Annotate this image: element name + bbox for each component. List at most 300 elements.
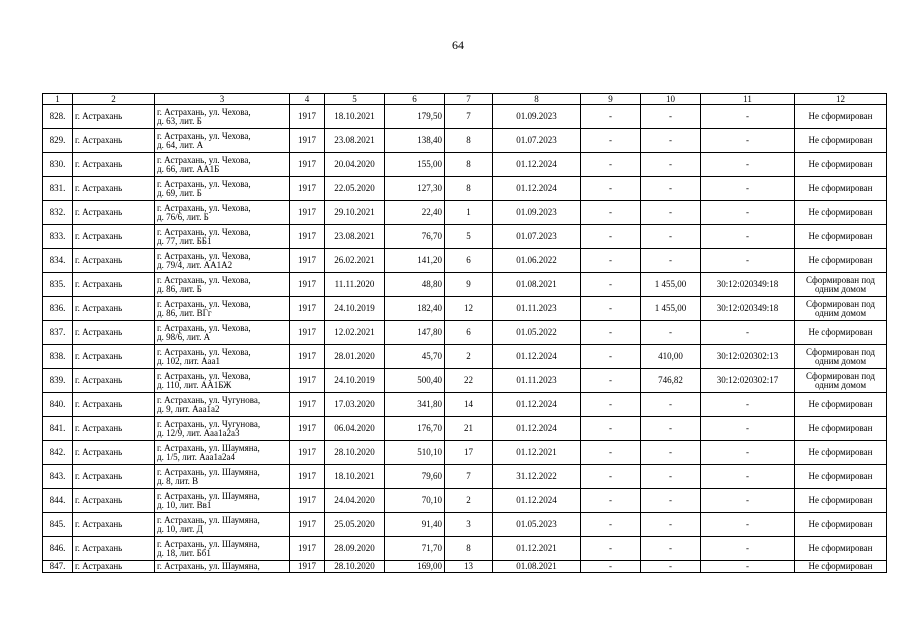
address-cell [155,393,290,417]
table-row [43,153,887,177]
year-cell: 1917 [290,345,325,369]
table-row [43,465,887,489]
year-cell: 1917 [290,417,325,441]
address-line-1: г. Астрахань, ул. Чугунова, [157,418,261,429]
year-cell: 1917 [290,465,325,489]
table-row [43,513,887,537]
col10-cell: - [641,225,701,249]
city-cell: г. Астрахань [73,393,155,417]
status-cell: Не сформирован [795,201,887,225]
count-cell: 6 [445,321,493,345]
address-line-1: г. Астрахань, ул. Шаумяна, [157,561,260,571]
status-cell: Не сформирован [795,465,887,489]
col10-cell: - [641,417,701,441]
row-number: 832. [43,201,73,225]
date-cell: 28.01.2020 [325,345,385,369]
address-line-2: д. 9, лит. Ааа1а2 [157,403,220,414]
deadline-cell: 01.12.2021 [493,441,581,465]
address-line-1: г. Астрахань, ул. Чехова, [157,274,251,285]
table-row [43,129,887,153]
count-cell: 14 [445,393,493,417]
address-line-1: г. Астрахань, ул. Чехова, [157,226,251,237]
cadastral-cell: - [701,249,795,273]
date-cell: 23.08.2021 [325,225,385,249]
col9-cell: - [581,273,641,297]
year-cell: 1917 [290,489,325,513]
address-line-1: г. Астрахань, ул. Чехова, [157,130,251,141]
address-line-1: г. Астрахань, ул. Чехова, [157,202,251,213]
deadline-cell: 01.12.2021 [493,537,581,561]
city-cell: г. Астрахань [73,441,155,465]
cadastral-cell: - [701,417,795,441]
city-cell: г. Астрахань [73,201,155,225]
row-number: 839. [43,369,73,393]
col-header-11: 11 [701,94,795,105]
row-number: 844. [43,489,73,513]
year-cell: 1917 [290,153,325,177]
col10-cell: 410,00 [641,345,701,369]
col9-cell: - [581,513,641,537]
cadastral-cell: 30:12:020302:17 [701,369,795,393]
address-cell [155,369,290,393]
col-header-5: 5 [325,94,385,105]
address-line-1: г. Астрахань, ул. Чехова, [157,178,251,189]
row-number: 831. [43,177,73,201]
status-cell: Не сформирован [795,105,887,129]
address-line-2: д. 86, лит. Б [157,283,202,294]
col10-cell: - [641,321,701,345]
col10-cell: - [641,249,701,273]
address-cell [155,177,290,201]
row-number: 828. [43,105,73,129]
address-line-2: д. 110, лит. АА1БЖ [157,379,232,390]
count-cell: 17 [445,441,493,465]
count-cell: 13 [445,561,493,573]
col10-cell: 1 455,00 [641,297,701,321]
row-number: 843. [43,465,73,489]
col10-cell: - [641,105,701,129]
address-cell [155,417,290,441]
col10-cell: - [641,513,701,537]
cadastral-cell: - [701,105,795,129]
area-cell: 91,40 [385,513,445,537]
row-number: 829. [43,129,73,153]
row-number: 834. [43,249,73,273]
row-number: 841. [43,417,73,441]
table-row [43,393,887,417]
address-line-2: д. 79/4, лит. АА1А2 [157,259,233,270]
col-header-12: 12 [795,94,887,105]
date-cell: 24.10.2019 [325,369,385,393]
address-line-2: д. 1/5, лит. Ааа1а2а4 [157,451,236,462]
status-cell: Не сформирован [795,441,887,465]
table-row [43,321,887,345]
city-cell: г. Астрахань [73,489,155,513]
deadline-cell: 01.12.2024 [493,177,581,201]
col9-cell: - [581,153,641,177]
address-cell [155,441,290,465]
deadline-cell: 01.09.2023 [493,105,581,129]
address-line-1: г. Астрахань, ул. Шаумяна, [157,490,260,501]
deadline-cell: 01.12.2024 [493,153,581,177]
area-cell: 48,80 [385,273,445,297]
table-row [43,537,887,561]
address-cell [155,105,290,129]
year-cell: 1917 [290,201,325,225]
date-cell: 11.11.2020 [325,273,385,297]
col-header-3: 3 [155,94,290,105]
city-cell: г. Астрахань [73,129,155,153]
city-cell: г. Астрахань [73,513,155,537]
status-cell: Сформирован под одним домом [795,273,887,297]
address-line-1: г. Астрахань, ул. Шаумяна, [157,514,260,525]
area-cell: 71,70 [385,537,445,561]
row-number: 833. [43,225,73,249]
address-cell [155,249,290,273]
table-row [43,345,887,369]
cadastral-cell: - [701,393,795,417]
table-row [43,225,887,249]
address-cell [155,513,290,537]
cadastral-cell: - [701,321,795,345]
city-cell: г. Астрахань [73,537,155,561]
year-cell: 1917 [290,321,325,345]
col9-cell: - [581,249,641,273]
col9-cell: - [581,441,641,465]
address-line-2: д. 10, лит. Вв1 [157,499,212,510]
status-cell: Не сформирован [795,513,887,537]
address-line-1: г. Астрахань, ул. Чехова, [157,250,251,261]
col9-cell: - [581,345,641,369]
city-cell: г. Астрахань [73,105,155,129]
deadline-cell: 31.12.2022 [493,465,581,489]
status-cell: Не сформирован [795,249,887,273]
deadline-cell: 01.08.2021 [493,273,581,297]
year-cell: 1917 [290,441,325,465]
count-cell: 3 [445,513,493,537]
city-cell: г. Астрахань [73,369,155,393]
col9-cell: - [581,105,641,129]
address-cell [155,345,290,369]
count-cell: 1 [445,201,493,225]
col10-cell: - [641,393,701,417]
col9-cell: - [581,369,641,393]
header-row [43,94,887,105]
year-cell: 1917 [290,225,325,249]
year-cell: 1917 [290,249,325,273]
count-cell: 8 [445,177,493,201]
status-cell: Сформирован под одним домом [795,369,887,393]
area-cell: 341,80 [385,393,445,417]
year-cell: 1917 [290,273,325,297]
row-number: 835. [43,273,73,297]
date-cell: 26.02.2021 [325,249,385,273]
count-cell: 7 [445,105,493,129]
col-header-6: 6 [385,94,445,105]
col9-cell: - [581,297,641,321]
deadline-cell: 01.12.2024 [493,393,581,417]
cadastral-cell: - [701,513,795,537]
address-cell [155,537,290,561]
col10-cell: - [641,465,701,489]
address-line-1: г. Астрахань, ул. Чехова, [157,346,251,357]
cadastral-cell: - [701,441,795,465]
year-cell: 1917 [290,513,325,537]
count-cell: 12 [445,297,493,321]
city-cell: г. Астрахань [73,273,155,297]
status-cell: Не сформирован [795,225,887,249]
table-row [43,561,887,573]
row-number: 845. [43,513,73,537]
count-cell: 8 [445,129,493,153]
col9-cell: - [581,225,641,249]
count-cell: 9 [445,273,493,297]
table-row [43,297,887,321]
status-cell: Не сформирован [795,153,887,177]
count-cell: 6 [445,249,493,273]
area-cell: 141,20 [385,249,445,273]
address-line-2: д. 76/6, лит. Б [157,211,209,222]
address-line-1: г. Астрахань, ул. Шаумяна, [157,538,260,549]
col10-cell: - [641,201,701,225]
row-number: 846. [43,537,73,561]
status-cell: Не сформирован [795,417,887,441]
col-header-8: 8 [493,94,581,105]
year-cell: 1917 [290,177,325,201]
col10-cell: - [641,537,701,561]
col10-cell: - [641,153,701,177]
row-number: 847. [43,561,73,573]
deadline-cell: 01.12.2024 [493,489,581,513]
address-line-1: г. Астрахань, ул. Чехова, [157,322,251,333]
date-cell: 25.05.2020 [325,513,385,537]
count-cell: 22 [445,369,493,393]
col10-cell: - [641,441,701,465]
area-cell: 510,10 [385,441,445,465]
count-cell: 7 [445,465,493,489]
city-cell: г. Астрахань [73,417,155,441]
col10-cell: - [641,489,701,513]
table-row [43,417,887,441]
date-cell: 28.10.2020 [325,441,385,465]
date-cell: 22.05.2020 [325,177,385,201]
col-header-7: 7 [445,94,493,105]
table-row [43,201,887,225]
address-line-1: г. Астрахань, ул. Шаумяна, [157,442,260,453]
date-cell: 18.10.2021 [325,465,385,489]
date-cell: 24.10.2019 [325,297,385,321]
page-number: 64 [452,38,464,52]
address-line-2: д. 63, лит. Б [157,115,202,126]
col10-cell: 746,82 [641,369,701,393]
cadastral-cell: - [701,561,795,573]
area-cell: 147,80 [385,321,445,345]
table-row [43,369,887,393]
cadastral-cell: 30:12:020349:18 [701,273,795,297]
address-cell [155,465,290,489]
status-cell: Сформирован под одним домом [795,345,887,369]
cadastral-cell: - [701,153,795,177]
status-cell: Не сформирован [795,393,887,417]
table-row [43,489,887,513]
count-cell: 2 [445,489,493,513]
cadastral-cell: - [701,489,795,513]
date-cell: 24.04.2020 [325,489,385,513]
city-cell: г. Астрахань [73,225,155,249]
address-cell [155,561,290,573]
address-line-2: д. 98/6, лит. А [157,331,211,342]
date-cell: 12.02.2021 [325,321,385,345]
year-cell: 1917 [290,129,325,153]
cadastral-cell: - [701,537,795,561]
col9-cell: - [581,561,641,573]
area-cell: 176,70 [385,417,445,441]
row-number: 837. [43,321,73,345]
status-cell: Не сформирован [795,321,887,345]
date-cell: 29.10.2021 [325,201,385,225]
col9-cell: - [581,393,641,417]
area-cell: 500,40 [385,369,445,393]
col-header-9: 9 [581,94,641,105]
cadastral-cell: - [701,225,795,249]
count-cell: 8 [445,537,493,561]
city-cell: г. Астрахань [73,465,155,489]
address-line-1: г. Астрахань, ул. Чехова, [157,154,251,165]
year-cell: 1917 [290,105,325,129]
address-cell [155,129,290,153]
deadline-cell: 01.08.2021 [493,561,581,573]
col10-cell: 1 455,00 [641,273,701,297]
col9-cell: - [581,489,641,513]
table-row [43,249,887,273]
area-cell: 127,30 [385,177,445,201]
area-cell: 70,10 [385,489,445,513]
date-cell: 18.10.2021 [325,105,385,129]
col10-cell: - [641,177,701,201]
year-cell: 1917 [290,369,325,393]
table-row [43,273,887,297]
row-number: 840. [43,393,73,417]
area-cell: 79,60 [385,465,445,489]
deadline-cell: 01.06.2022 [493,249,581,273]
cadastral-cell: 30:12:020349:18 [701,297,795,321]
deadline-cell: 01.12.2024 [493,345,581,369]
address-cell [155,201,290,225]
address-line-2: д. 66, лит. АА1Б [157,163,220,174]
address-line-2: д. 69, лит. Б [157,187,202,198]
col9-cell: - [581,129,641,153]
city-cell: г. Астрахань [73,321,155,345]
col-header-2: 2 [73,94,155,105]
housing-table [42,93,887,573]
table-row [43,105,887,129]
date-cell: 20.04.2020 [325,153,385,177]
address-line-2: д. 86, лит. ВГг [157,307,212,318]
address-cell [155,297,290,321]
status-cell: Не сформирован [795,129,887,153]
cadastral-cell: - [701,201,795,225]
col9-cell: - [581,201,641,225]
cadastral-cell: 30:12:020302:13 [701,345,795,369]
col10-cell: - [641,129,701,153]
address-line-2: д. 18, лит. Бб1 [157,547,211,558]
area-cell: 155,00 [385,153,445,177]
area-cell: 138,40 [385,129,445,153]
address-line-2: д. 64, лит. А [157,139,204,150]
address-line-2: д. 102, лит. Ааа1 [157,355,221,366]
status-cell: Не сформирован [795,537,887,561]
col9-cell: - [581,537,641,561]
address-cell [155,225,290,249]
row-number: 830. [43,153,73,177]
table-row [43,177,887,201]
address-cell [155,153,290,177]
address-line-2: д. 8, лит. В [157,475,199,486]
deadline-cell: 01.07.2023 [493,225,581,249]
year-cell: 1917 [290,393,325,417]
area-cell: 169,00 [385,561,445,573]
address-line-2: д. 77, лит. ББ1 [157,235,212,246]
city-cell: г. Астрахань [73,345,155,369]
count-cell: 2 [445,345,493,369]
count-cell: 21 [445,417,493,441]
cadastral-cell: - [701,465,795,489]
address-line-2: д. 10, лит. Д [157,523,203,534]
deadline-cell: 01.05.2022 [493,321,581,345]
col-header-4: 4 [290,94,325,105]
col9-cell: - [581,321,641,345]
address-line-1: г. Астрахань, ул. Чехова, [157,298,251,309]
address-line-1: г. Астрахань, ул. Чехова, [157,106,251,117]
address-line-1: г. Астрахань, ул. Чехова, [157,370,251,381]
address-cell [155,273,290,297]
col-header-10: 10 [641,94,701,105]
deadline-cell: 01.11.2023 [493,297,581,321]
row-number: 842. [43,441,73,465]
address-line-1: г. Астрахань, ул. Шаумяна, [157,466,260,477]
address-cell [155,489,290,513]
col9-cell: - [581,177,641,201]
status-cell: Не сформирован [795,561,887,573]
date-cell: 28.10.2020 [325,561,385,573]
deadline-cell: 01.05.2023 [493,513,581,537]
date-cell: 23.08.2021 [325,129,385,153]
address-line-2: д. 12/9, лит. Ааа1а2а3 [157,427,240,438]
city-cell: г. Астрахань [73,153,155,177]
cadastral-cell: - [701,129,795,153]
col10-cell: - [641,561,701,573]
row-number: 838. [43,345,73,369]
col-header-1: 1 [43,94,73,105]
row-number: 836. [43,297,73,321]
year-cell: 1917 [290,537,325,561]
address-line-1: г. Астрахань, ул. Чугунова, [157,394,261,405]
date-cell: 28.09.2020 [325,537,385,561]
area-cell: 76,70 [385,225,445,249]
cadastral-cell: - [701,177,795,201]
col9-cell: - [581,465,641,489]
status-cell: Сформирован под одним домом [795,297,887,321]
deadline-cell: 01.07.2023 [493,129,581,153]
address-cell [155,321,290,345]
status-cell: Не сформирован [795,177,887,201]
col9-cell: - [581,417,641,441]
city-cell: г. Астрахань [73,249,155,273]
deadline-cell: 01.11.2023 [493,369,581,393]
year-cell: 1917 [290,297,325,321]
city-cell: г. Астрахань [73,177,155,201]
area-cell: 179,50 [385,105,445,129]
